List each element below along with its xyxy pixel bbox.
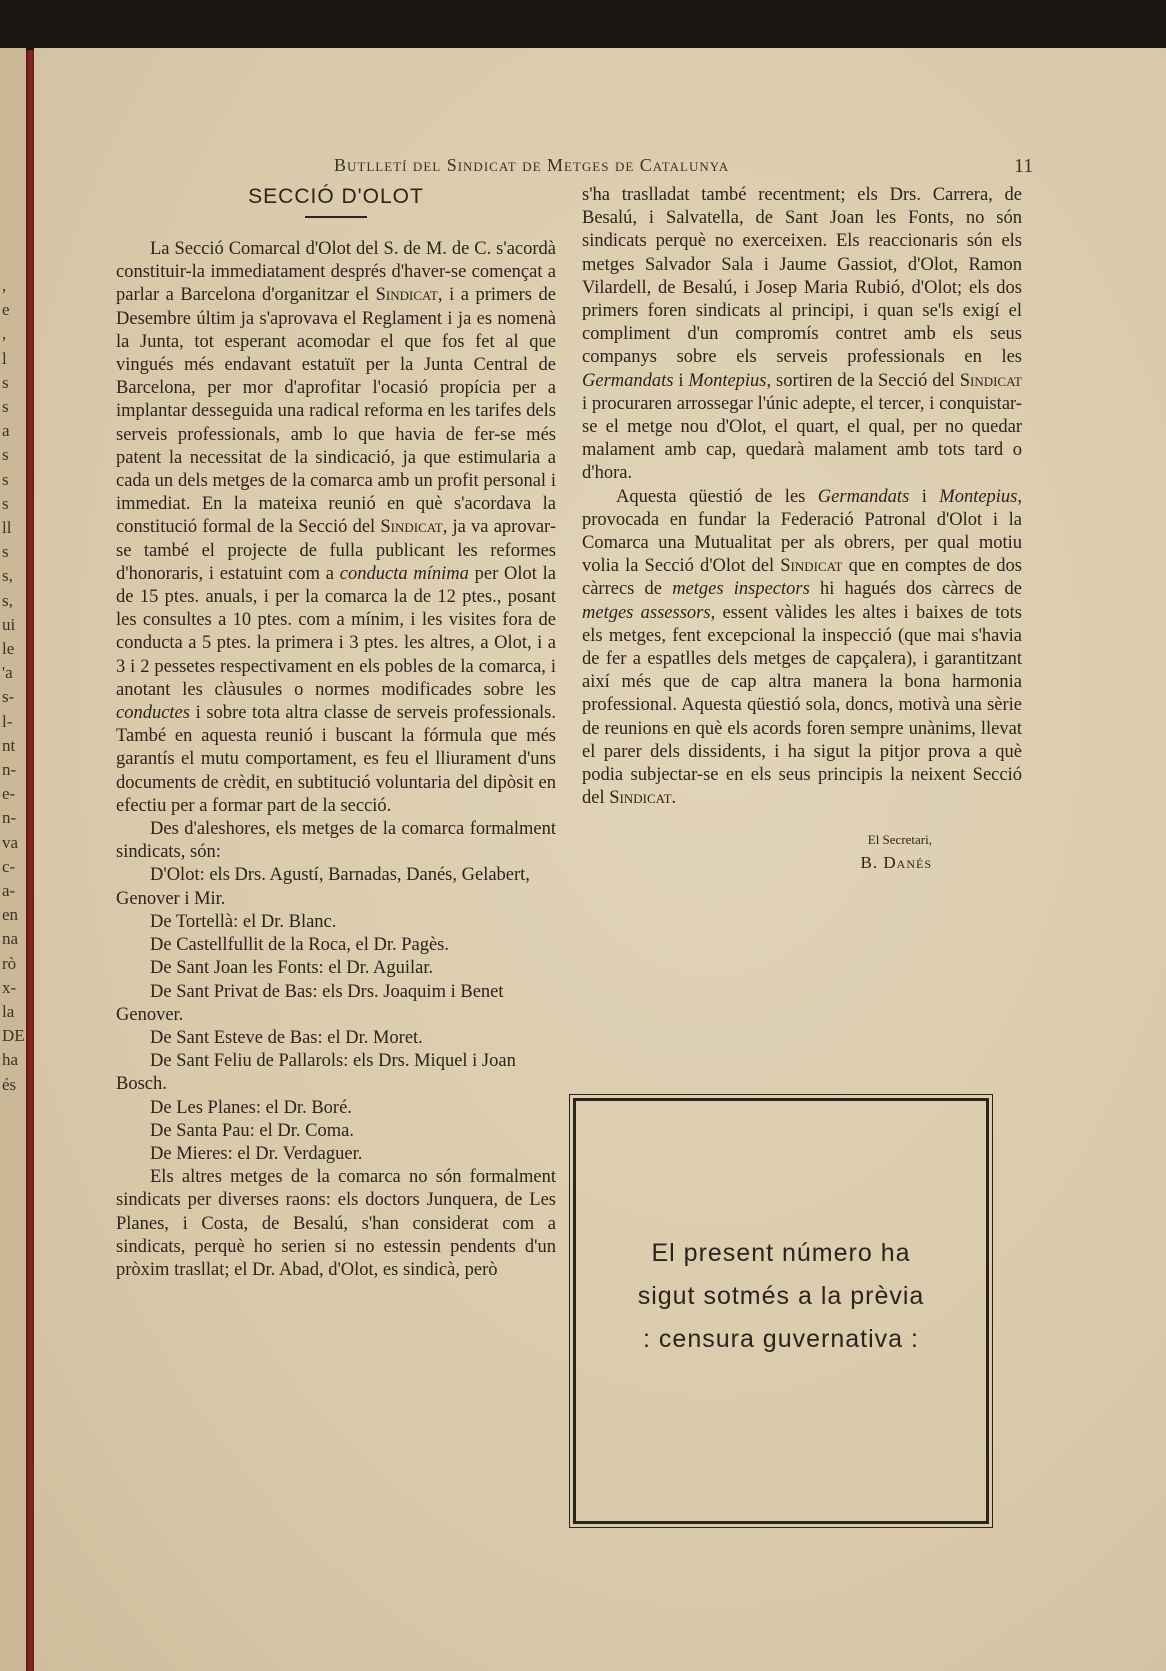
previous-page-fragment: e: [2, 300, 10, 320]
member-list-item: De Santa Pau: el Dr. Coma.: [150, 1120, 354, 1141]
previous-page-fragment: ,: [2, 324, 7, 344]
previous-page-fragment: nt: [2, 735, 16, 755]
previous-page-fragment: s,: [2, 590, 13, 610]
previous-page-fragment: ui: [2, 614, 16, 634]
member-list-item: De Mieres: el Dr. Verdaguer.: [150, 1143, 363, 1164]
previous-page-fragment: s: [2, 445, 9, 465]
censorship-notice-box: [573, 1098, 989, 1524]
previous-page-fragment: le: [2, 639, 15, 658]
previous-page-fragment: l-: [2, 711, 13, 731]
previous-page-fragment: s: [2, 372, 9, 392]
member-list-item: De Sant Joan les Fonts: el Dr. Aguilar.: [150, 958, 434, 979]
paragraph-members: Des d'aleshores, els metges de la comarca formalment sindicats, són:: [116, 819, 556, 863]
previous-page-fragment: a-: [2, 881, 16, 900]
previous-page-fragment: s,: [2, 566, 13, 586]
previous-page-edge: [0, 48, 26, 1671]
notice-line: El present número ha: [651, 1239, 911, 1267]
previous-page-fragment: l: [2, 348, 7, 368]
previous-page-fragment: ha: [2, 1050, 19, 1070]
previous-page-fragment: s: [2, 542, 9, 562]
previous-page-fragment: rò: [2, 953, 17, 973]
previous-page-fragment: és: [2, 1074, 17, 1094]
previous-page-fragment: va: [2, 832, 19, 852]
paragraph-intro: La Secció Comarcal d'Olot del S. de M. de C. s'acordà constituir-la immediatament després d'haver-se començat a parlar a Barcelona d'organitzar el Sindicat, i a primers de Desembre últim ja s'aprovava el Reglament i ja es nomenà la Junta, tot esperant acomodar el que fos fet al que vingués més endavant estatuït per la Junta Central de Barcelona, per mor d'aprofitar l'ocasió propícia per a implantar desseguida una radical reforma en les tarifes dels serveis professionals, amb lo que havia de fer-se més patent la necessitat de la sindicació, ja que estimularia a cada un dels metges de la comarca amb un profit personal i immediat. En la mateixa reunió en què s'acordava la constitució formal de la Secció del Sindicat, ja va aprovar-se també el projecte de fulla publicant les reformes d'honoraris, i estatuint com a conducta mínima per Olot la de 15 ptes. anuals, i per la comarca la de 12 ptes., posant les consultes a 10 ptes. com a mínim, i les visites fora de conducta a 5 ptes. la primera i 3 ptes. les altres, a Olot, i a 3 i 2 pessetes respectivament en els pobles de la comarca, i anotant les clàusules o normes modificades sobre les conductes i sobre tota altra classe de serveis professionals. També en aquesta reunió i buscant la fórmula que més garantís el mutu comportament, es feu el lliurament d'uns documents de crèdit, en subtitució voluntaria del dipòsit en efectiu per a formar part de la secció.: [116, 239, 557, 816]
previous-page-fragment: la: [2, 1002, 15, 1021]
previous-page-fragment: DE: [2, 1026, 25, 1046]
previous-page-fragment: s: [2, 493, 9, 513]
previous-page-fragment: x-: [2, 977, 17, 997]
previous-page-fragment: n-: [2, 760, 17, 779]
paragraph-continuation: s'ha traslladat també recentment; els Drs. Carrera, de Besalú, i Salvatella, de Sant Joan les Fonts, no són sindicats perquè no exerceixen. Els reaccionaris són els metges Salvador Sala i Jaume Gassiot, d'Olot, Ramon Vilardell, de Besalú, i Josep Maria Rubió, d'Olot; els dos primers foren sindicats al principi, i quan se'ls exigí el compliment d'un compromís contret amb els seus companys sobre els serveis professionals en les Germandats i Montepius, sortiren de la Secció del Sindicat i procuraren arrossegar l'únic adepte, el tercer, i conquistar-se el metge nou d'Olot, el quart, el qual, per no quedar malament amb cap, quedarà malament amb tots tard o d'hora.: [582, 185, 1022, 484]
signature-role: El Secretari,: [867, 832, 932, 848]
paragraph-others: Els altres metges de la comarca no són formalment sindicats per diverses raons: els doctors Junquera, de Les Planes, i Costa, de Besalú, s'han considerat com a sindicats, perquè ho serien si no estessin pendents d'un pròxim trasllat; el Dr. Abad, d'Olot, es sindicà, però: [116, 1167, 556, 1280]
running-header: Butlletí del Sindicat de Metges de Catalunya: [334, 155, 730, 175]
paragraph-question: Aquesta qüestió de les Germandats i Montepius, provocada en fundar la Federació Patronal d'Olot i la Comarca una Mutualitat per als obrers, per qual motiu volia la Secció d'Olot del Sindicat que en comptes de dos càrrecs de metges inspectors hi hagués dos càrrecs de metges assessors, essent vàlides les altes i baixes de tots els metges, fent excepcional la inspecció (que mai s'havia de fer a espatlles dels metges de capçalera), i garantitzant així més que de cap altra manera la bona harmonia professional. Aquesta qüestió sola, doncs, motivà una sèrie de reunions en què els acords foren sempre unànims, llevat el parer dels dissidents, i ha sigut la pitjor prova a què podia subjectar-se en els seus principis la neixent Secció del Sindicat.: [582, 486, 1023, 809]
notice-line: : censura guvernativa :: [643, 1325, 919, 1353]
notice-line: sigut sotmés a la prèvia: [637, 1282, 925, 1310]
title-rule: [305, 216, 367, 218]
previous-page-fragment: s: [2, 469, 9, 489]
previous-page-text-fragments: [0, 48, 26, 1671]
previous-page-fragment: a: [2, 421, 10, 441]
signature: [582, 830, 1022, 876]
previous-page-fragment: s-: [2, 687, 15, 707]
member-list-item: De Sant Esteve de Bas: el Dr. Moret.: [150, 1027, 423, 1048]
member-list-item: De Sant Feliu de Pallarols: els Drs. Miquel i Joan Bosch.: [116, 1051, 516, 1095]
member-list-item: De Castellfullit de la Roca, el Dr. Pagès.: [150, 935, 450, 956]
member-list-item: De Tortellà: el Dr. Blanc.: [150, 911, 337, 932]
previous-page-fragment: ,: [2, 276, 7, 295]
section-title: SECCIÓ D'OLOT: [248, 185, 424, 208]
previous-page-fragment: c-: [2, 856, 16, 876]
previous-page-fragment: 'a: [2, 663, 13, 683]
previous-page-fragment: s: [2, 397, 9, 416]
page-number: 11: [1014, 155, 1034, 177]
right-column: [582, 184, 1022, 876]
previous-page-fragment: en: [2, 905, 19, 925]
previous-page-fragment: ll: [2, 518, 12, 537]
previous-page-fragment: n-: [2, 808, 17, 828]
left-column: [116, 184, 556, 1282]
previous-page-fragment: na: [2, 929, 19, 949]
previous-page-fragment: e-: [2, 784, 16, 804]
signature-name: B. Danés: [860, 853, 932, 873]
member-list-item: De Sant Privat de Bas: els Drs. Joaquim i Benet Genover.: [116, 981, 504, 1025]
member-list-item: D'Olot: els Drs. Agustí, Barnadas, Danés, Gelabert, Genover i Mir.: [116, 865, 530, 909]
member-list-item: De Les Planes: el Dr. Boré.: [150, 1097, 352, 1118]
censorship-notice-text: [576, 1232, 986, 1361]
document-page: [34, 48, 1166, 1671]
